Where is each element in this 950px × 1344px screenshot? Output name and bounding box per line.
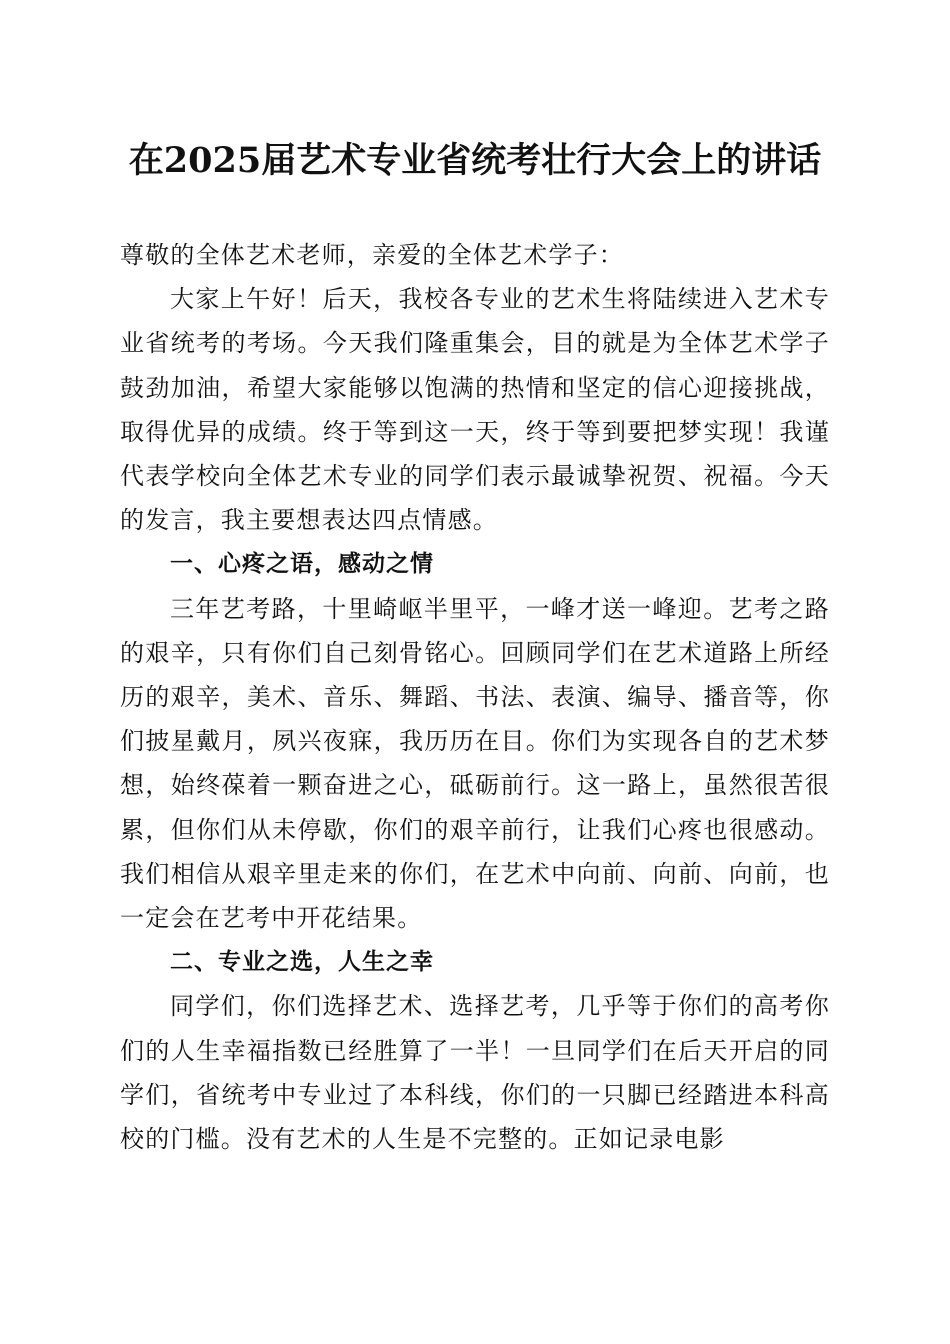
document-body — [120, 233, 830, 1161]
section-paragraph-1: 三年艺考路，十里崎岖半里平，一峰才送一峰迎。艺考之路的艰辛，只有你们自己刻骨铭心。回顾同学们在艺术道路上所经历的艰辛，美术、音乐、舞蹈、书法、表演、编导、播音等，你们披星戴月，夙兴夜寐，我历历在目。你们为实现各自的艺术梦想，始终葆着一颗奋进之心，砥砺前行。这一路上，虽然很苦很累，但你们从未停歇，你们的艰辛前行，让我们心疼也很感动。我们相信从艰辛里走来的你们，在艺术中向前、向前、向前，也一定会在艺考中开花结果。 — [120, 594, 830, 933]
document-title: 在2025届艺术专业省统考壮行大会上的讲话 — [128, 140, 822, 181]
salutation: 尊敬的全体艺术老师，亲爱的全体艺术学子： — [120, 241, 624, 269]
section-paragraph-2: 同学们，你们选择艺术、选择艺考，几乎等于你们的高考你们的人生幸福指数已经胜算了一半！一旦同学们在后天开启的同学们，省统考中专业过了本科线，你们的一只脚已经踏进本科高校的门槛。没有艺术的人生是不完整的。正如记录电影 — [120, 992, 830, 1154]
section-heading-2: 二、专业之选，人生之幸 — [170, 949, 434, 976]
section-heading-1: 一、心疼之语，感动之情 — [170, 551, 434, 578]
intro-paragraph: 大家上午好！后天，我校各专业的艺术生将陆续进入艺术专业省统考的考场。今天我们隆重集会，目的就是为全体艺术学子鼓劲加油，希望大家能够以饱满的热情和坚定的信心迎接挑战，取得优异的成绩。终于等到这一天，终于等到要把梦实现！我谨代表学校向全体艺术专业的同学们表示最诚挚祝贺、祝福。今天的发言，我主要想表达四点情感。 — [120, 285, 830, 535]
